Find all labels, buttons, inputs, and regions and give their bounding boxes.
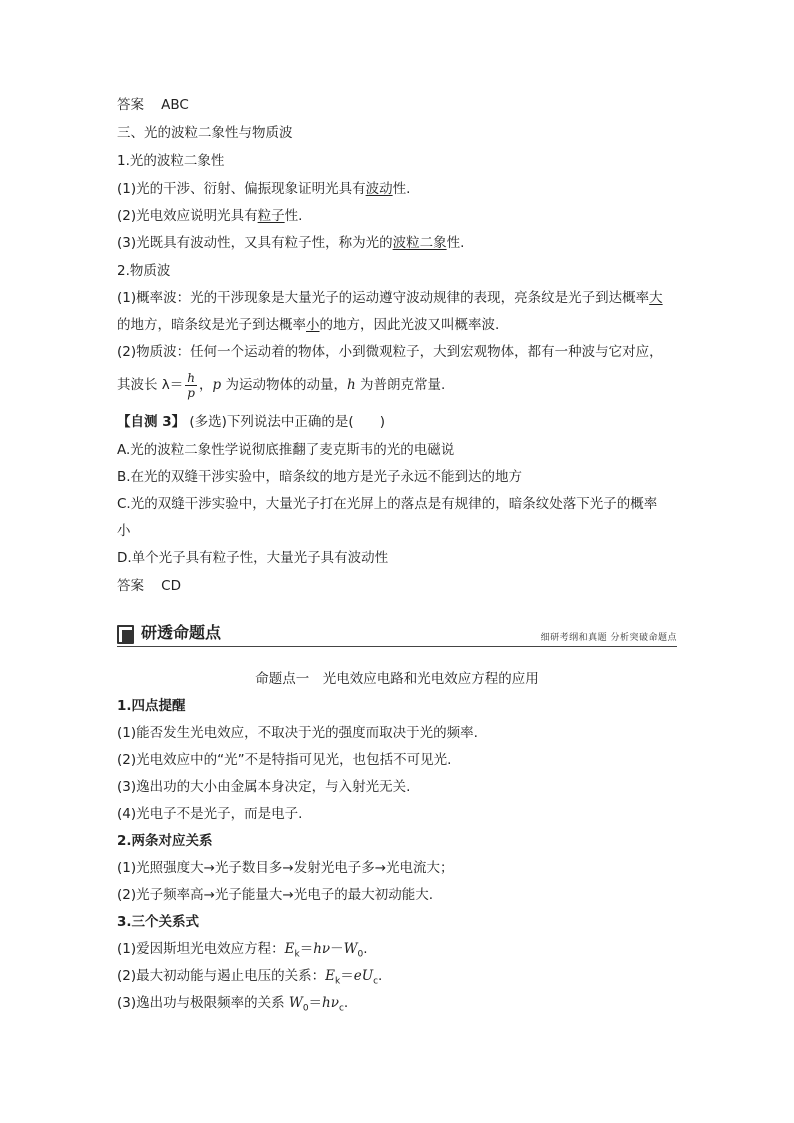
reminder-2: (2)光电效应中的“光”不是特指可见光，也包括不可见光. [117, 752, 452, 768]
self-test-stem: 【自测 3】 (多选)下列说法中正确的是( ) [117, 414, 385, 430]
sub-heading-matter-wave: 2.物质波 [117, 263, 171, 279]
formula-1: (1)爱因斯坦光电效应方程：$E_k=h\nu-W_0$. [117, 941, 368, 960]
section-heading: 三、光的波粒二象性与物质波 [117, 125, 293, 141]
option-c-line-2: 小 [117, 523, 131, 539]
answer-label: 答案 [117, 578, 144, 594]
formula-2: (2)最大初动能与遏止电压的关系：$E_k=eU_c$. [117, 968, 383, 987]
wave-particle-item-1: (1)光的干涉、衍射、偏振现象证明光具有波动性. [117, 181, 411, 197]
wave-particle-item-2: (2)光电效应说明光具有粒子性. [117, 208, 303, 224]
blank-answer: 小 [306, 317, 320, 333]
reminder-3: (3)逸出功的大小由金属本身决定，与入射光无关. [117, 779, 411, 795]
answer-value: ABC [161, 97, 189, 113]
formula-3: (3)逸出功与极限频率的关系 $W_0=h\nu_c$. [117, 995, 349, 1014]
correspondence-2: (2)光子频率高→光子能量大→光电子的最大初动能大. [117, 887, 434, 903]
section-book-icon [117, 625, 134, 644]
correspondence-1: (1)光照强度大→光子数目多→发射光电子多→光电流大； [117, 860, 454, 876]
self-test-tag: 【自测 3】 [117, 414, 186, 430]
sub-heading-wave-particle: 1.光的波粒二象性 [117, 153, 225, 169]
blank-answer: 粒子 [257, 208, 285, 224]
answer-value: CD [161, 578, 181, 594]
option-d: D.单个光子具有粒子性，大量光子具有波动性 [117, 550, 389, 566]
reminder-1: (1)能否发生光电效应，不取决于光的强度而取决于光的频率. [117, 725, 478, 741]
matter-wave-item-1-line-2: 的地方，暗条纹是光子到达概率小的地方，因此光波又叫概率波. [117, 317, 500, 333]
topic-title: 命题点一 光电效应电路和光电效应方程的应用 [255, 671, 539, 687]
reminder-4: (4)光电子不是光子，而是电子. [117, 806, 303, 822]
option-c-line-1: C.光的双缝干涉实验中，大量光子打在光屏上的落点是有规律的，暗条纹处落下光子的概率 [117, 496, 658, 512]
section-banner-title: 研透命题点 [141, 623, 222, 642]
blank-answer: 波动 [365, 181, 393, 197]
option-b: B.在光的双缝干涉实验中，暗条纹的地方是光子永远不能到达的地方 [117, 469, 523, 485]
section-banner-subtitle: 细研考纲和真题 分析突破命题点 [540, 633, 677, 643]
topic-heading-3: 3.三个关系式 [117, 914, 200, 930]
blank-answer: 大 [649, 290, 663, 306]
option-a: A.光的波粒二象性学说彻底推翻了麦克斯韦的光的电磁说 [117, 442, 455, 458]
matter-wave-item-1-line-1: (1)概率波：光的干涉现象是大量光子的运动遵守波动规律的表现，亮条纹是光子到达概率大 [117, 290, 663, 306]
wave-particle-item-3: (3)光既具有波动性，又具有粒子性，称为光的波粒二象性. [117, 235, 465, 251]
topic-heading-2: 2.两条对应关系 [117, 833, 213, 849]
section-banner [117, 622, 677, 647]
answer-line-2 [117, 577, 181, 595]
wavelength-fraction: $\frac{h}{p}$ [187, 370, 196, 400]
matter-wave-item-2-line-2: 其波长 λ＝ $\frac{h}{p}$ ，p 为运动物体的动量，h 为普朗克常量. [117, 370, 446, 400]
blank-answer: 波粒二象 [392, 235, 447, 251]
answer-label: 答案 [117, 97, 144, 113]
matter-wave-item-2-line-1: (2)物质波：任何一个运动着的物体，小到微观粒子，大到宏观物体，都有一种波与它对应， [117, 344, 663, 360]
topic-heading-1: 1.四点提醒 [117, 698, 186, 714]
answer-line-1 [117, 96, 189, 114]
